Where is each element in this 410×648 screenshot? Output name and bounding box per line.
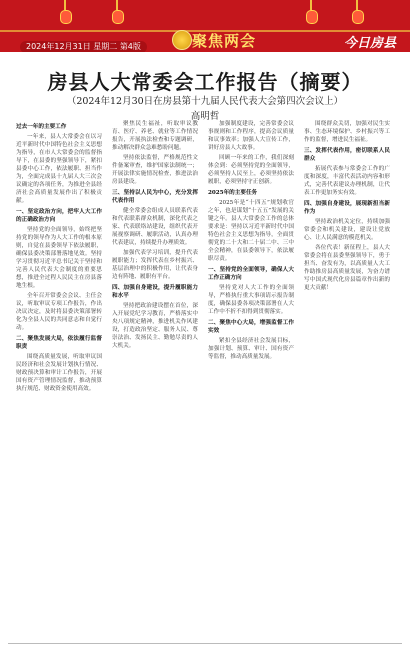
body-paragraph: 全年召开常委会会议、主任会议，听取审议专项工作报告，作出决议决定，及时将县委决策部署转化为全县人民的共同意志和自觉行动。 (16, 293, 102, 331)
section-heading: 过去一年的主要工作 (16, 124, 67, 130)
body-paragraph: 坚持政治机关定位，持续加强常委会和机关建设，建设让党放心、让人民满意的模范机关。 (304, 219, 390, 241)
newspaper-name: 今日房县 (343, 36, 396, 51)
article-author: 高明哲 (190, 111, 220, 122)
section-heading: 三、发挥代表作用，密切联系人民群众 (304, 148, 390, 162)
body-paragraph: 围绕群众关切，加强对民生实事、生态环境保护、乡村振兴等工作的监督，增进民生福祉。 (304, 121, 390, 143)
body-paragraph: 坚持把政治建设摆在首位，深入开展党纪学习教育，严格落实中央八项规定精神，推进机关作风建设，打造政治坚定、服务人民、尊崇法治、发扬民主、勤勉尽责的人大机关。 (112, 303, 198, 349)
body-paragraph: 各位代表！新征程上，县人大常委会将在县委坚强领导下，勇于担当、奋发有为，以高质量人大工作助推房县高质量发展，为奋力谱写中国式现代化房县篇章作出新的更大贡献！ (304, 245, 390, 291)
lantern-icon (352, 0, 362, 26)
text-column-2 (112, 120, 198, 640)
body-paragraph: 拓展代表参与常委会工作的广度和深度，丰富代表活动内容和形式，完善代表建议办理机制，让代表工作更加务实有效。 (304, 166, 390, 196)
text-column-1 (16, 120, 102, 640)
section-heading: 2025年的主要任务 (208, 190, 258, 196)
body-paragraph: 围绕高质量发展，听取审议国民经济和社会发展计划执行情况、财政预决算和审计工作报告，开展国有资产管理情况监督，推动预算执行规范、财政资金使用高效。 (16, 354, 102, 392)
section-heading: 一、坚持党的全面领导，确保人大工作正确方向 (208, 267, 294, 281)
body-paragraph: 聚焦民生福祉，听取审议教育、医疗、养老、就业等工作情况报告，开展执法检查和专题调研，推动解决群众急难愁盼问题。 (112, 121, 198, 151)
issue-page: 第4版 (119, 42, 141, 51)
body-paragraph: 健全常委会组成人员联系代表和代表联系群众机制，深化代表之家、代表联络站建设，组织代表开展视察调研、履职活动，认真办理代表建议，持续提升办理质效。 (112, 208, 198, 246)
section-heading: 四、加强自身建设，提升履职能力和水平 (112, 285, 198, 299)
body-paragraph: 坚持党的全面领导，始终把坚持党的领导作为人大工作的根本原则，自觉在县委领导下依法履职，确保县委决策部署落地见效。坚持学习贯彻习近平总书记关于坚持和完善人民代表大会制度的重要思想，推进全过程人民民主在房县落地生根。 (16, 227, 102, 289)
masthead-banner (0, 0, 410, 52)
section-heading: 三、坚持以人民为中心，充分发挥代表作用 (112, 190, 198, 204)
body-paragraph: 加强制度建设，完善常委会议事规则和工作程序，提高会议质量和议事效率；加强人大宣传工作，讲好房县人大故事。 (208, 121, 294, 151)
body-paragraph: 一年来，县人大常委会在以习近平新时代中国特色社会主义思想为指导，在市人大常委会的监督指导下，在县委的坚强领导下，紧扣县委中心工作，依法履职、担当作为，全面完成县十九届人大三次会议确定的各项任务，为推进全县经济社会高质量发展作出了积极贡献。 (16, 134, 102, 204)
body-paragraph: 坚持党对人大工作的全面领导，严格执行重大事项请示报告制度，确保县委各项决策部署在人大工作中不折不扣得到贯彻落实。 (208, 285, 294, 315)
section-heading: 二、聚焦中心大局，增强监督工作实效 (208, 320, 294, 334)
issue-weekday: 星期二 (93, 42, 118, 51)
article-title: 房县人大常委会工作报告（摘要） (47, 70, 363, 94)
body-paragraph: 紧扣全县经济社会发展目标，加强计划、预算、审计、国有资产等监督，推动高质量发展。 (208, 338, 294, 360)
body-paragraph: 回顾一年来的工作，我们深刻体会到：必须坚持党的全面领导，必须坚持人民至上，必须坚持依法履职，必须坚持守正创新。 (208, 155, 294, 185)
national-emblem-icon (172, 30, 192, 50)
lantern-icon (306, 0, 316, 26)
body-paragraph: 加强代表学习培训，提升代表履职能力；发挥代表在乡村振兴、基层治理中的积极作用，让代表身边有阵地、履职有平台。 (112, 250, 198, 280)
section-heading: 二、聚焦发展大局，依法履行监督职责 (16, 336, 102, 350)
lantern-icon (112, 0, 122, 26)
issue-info (20, 41, 147, 52)
section-title: 聚焦两会 (192, 32, 257, 50)
section-heading: 一、坚定政治方向，把牢人大工作的正确政治方向 (16, 209, 102, 223)
bottom-rule (8, 643, 402, 644)
text-column-3 (208, 120, 294, 640)
lantern-icon (60, 0, 70, 26)
section-heading: 四、加强自身建设，展现新担当新作为 (304, 201, 390, 215)
text-column-4 (304, 120, 390, 640)
article-subtitle: （2024年12月30日在房县第十九届人民代表大会第四次会议上） (66, 96, 344, 107)
issue-date: 2024年12月31日 (26, 42, 91, 51)
body-paragraph: 坚持依法监督，严格规范性文件备案审查，维护国家法制统一；开展法律实施情况检查，推进法治房县建设。 (112, 155, 198, 185)
body-paragraph: 2025年是“十四五”规划收官之年，也是谋划“十五五”发展的关键之年。县人大常委会工作的总体要求是：坚持以习近平新时代中国特色社会主义思想为指导，全面贯彻党的二十大和二十届二中、三中全会精神，在县委领导下，依法履职尽责。 (208, 200, 294, 262)
